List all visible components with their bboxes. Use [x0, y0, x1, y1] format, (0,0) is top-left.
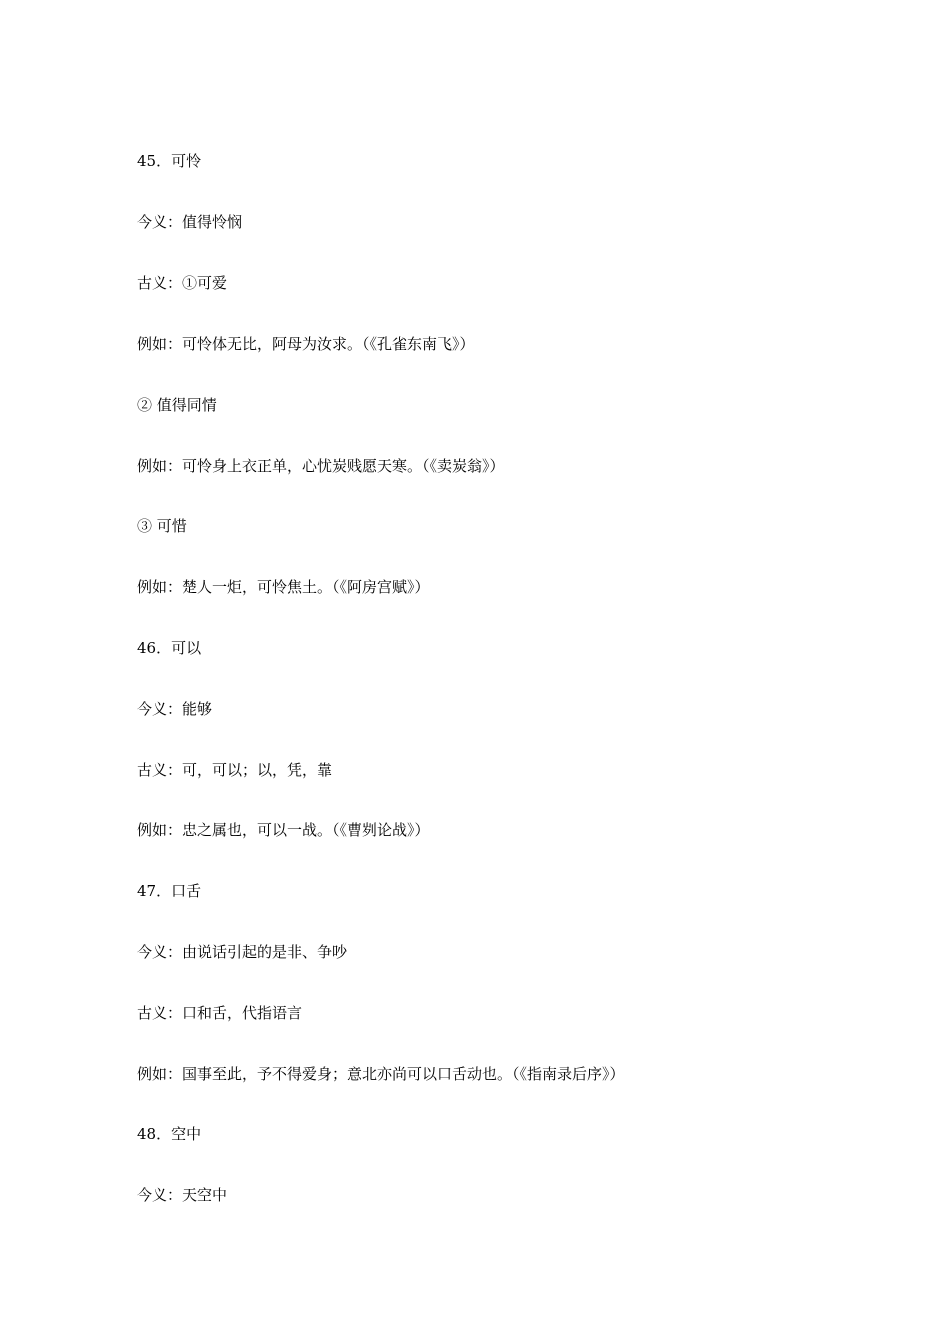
entry-heading-47: 47．口舌 — [137, 882, 202, 900]
ancient-meaning-46: 古义：可，可以；以，凭，靠 — [137, 761, 333, 779]
ancient-meaning-47: 古义：口和舌，代指语言 — [137, 1004, 303, 1022]
modern-meaning-45: 今义：值得怜悯 — [137, 213, 243, 231]
modern-meaning-47: 今义：由说话引起的是非、争吵 — [137, 943, 348, 961]
example-46: 例如：忠之属也，可以一战。（《曹刿论战》） — [137, 821, 430, 839]
example-47: 例如：国事至此，予不得爱身；意北亦尚可以口舌动也。（《指南录后序》） — [137, 1065, 625, 1083]
ancient-meaning-45-3: ③ 可惜 — [137, 517, 187, 535]
entry-heading-46: 46．可以 — [137, 639, 202, 657]
example-45-1: 例如：可怜体无比，阿母为汝求。（《孔雀东南飞》） — [137, 335, 475, 353]
ancient-meaning-45-1: 古义：①可爱 — [137, 274, 228, 292]
entry-heading-45: 45．可怜 — [137, 152, 202, 170]
example-45-3: 例如：楚人一炬，可怜焦土。（《阿房宫赋》） — [137, 578, 430, 596]
entry-heading-48: 48．空中 — [137, 1125, 202, 1143]
example-45-2: 例如：可怜身上衣正单，心忧炭贱愿天寒。（《卖炭翁》） — [137, 457, 505, 475]
ancient-meaning-45-2: ② 值得同情 — [137, 396, 217, 414]
modern-meaning-46: 今义：能够 — [137, 700, 213, 718]
modern-meaning-48: 今义：天空中 — [137, 1186, 228, 1204]
